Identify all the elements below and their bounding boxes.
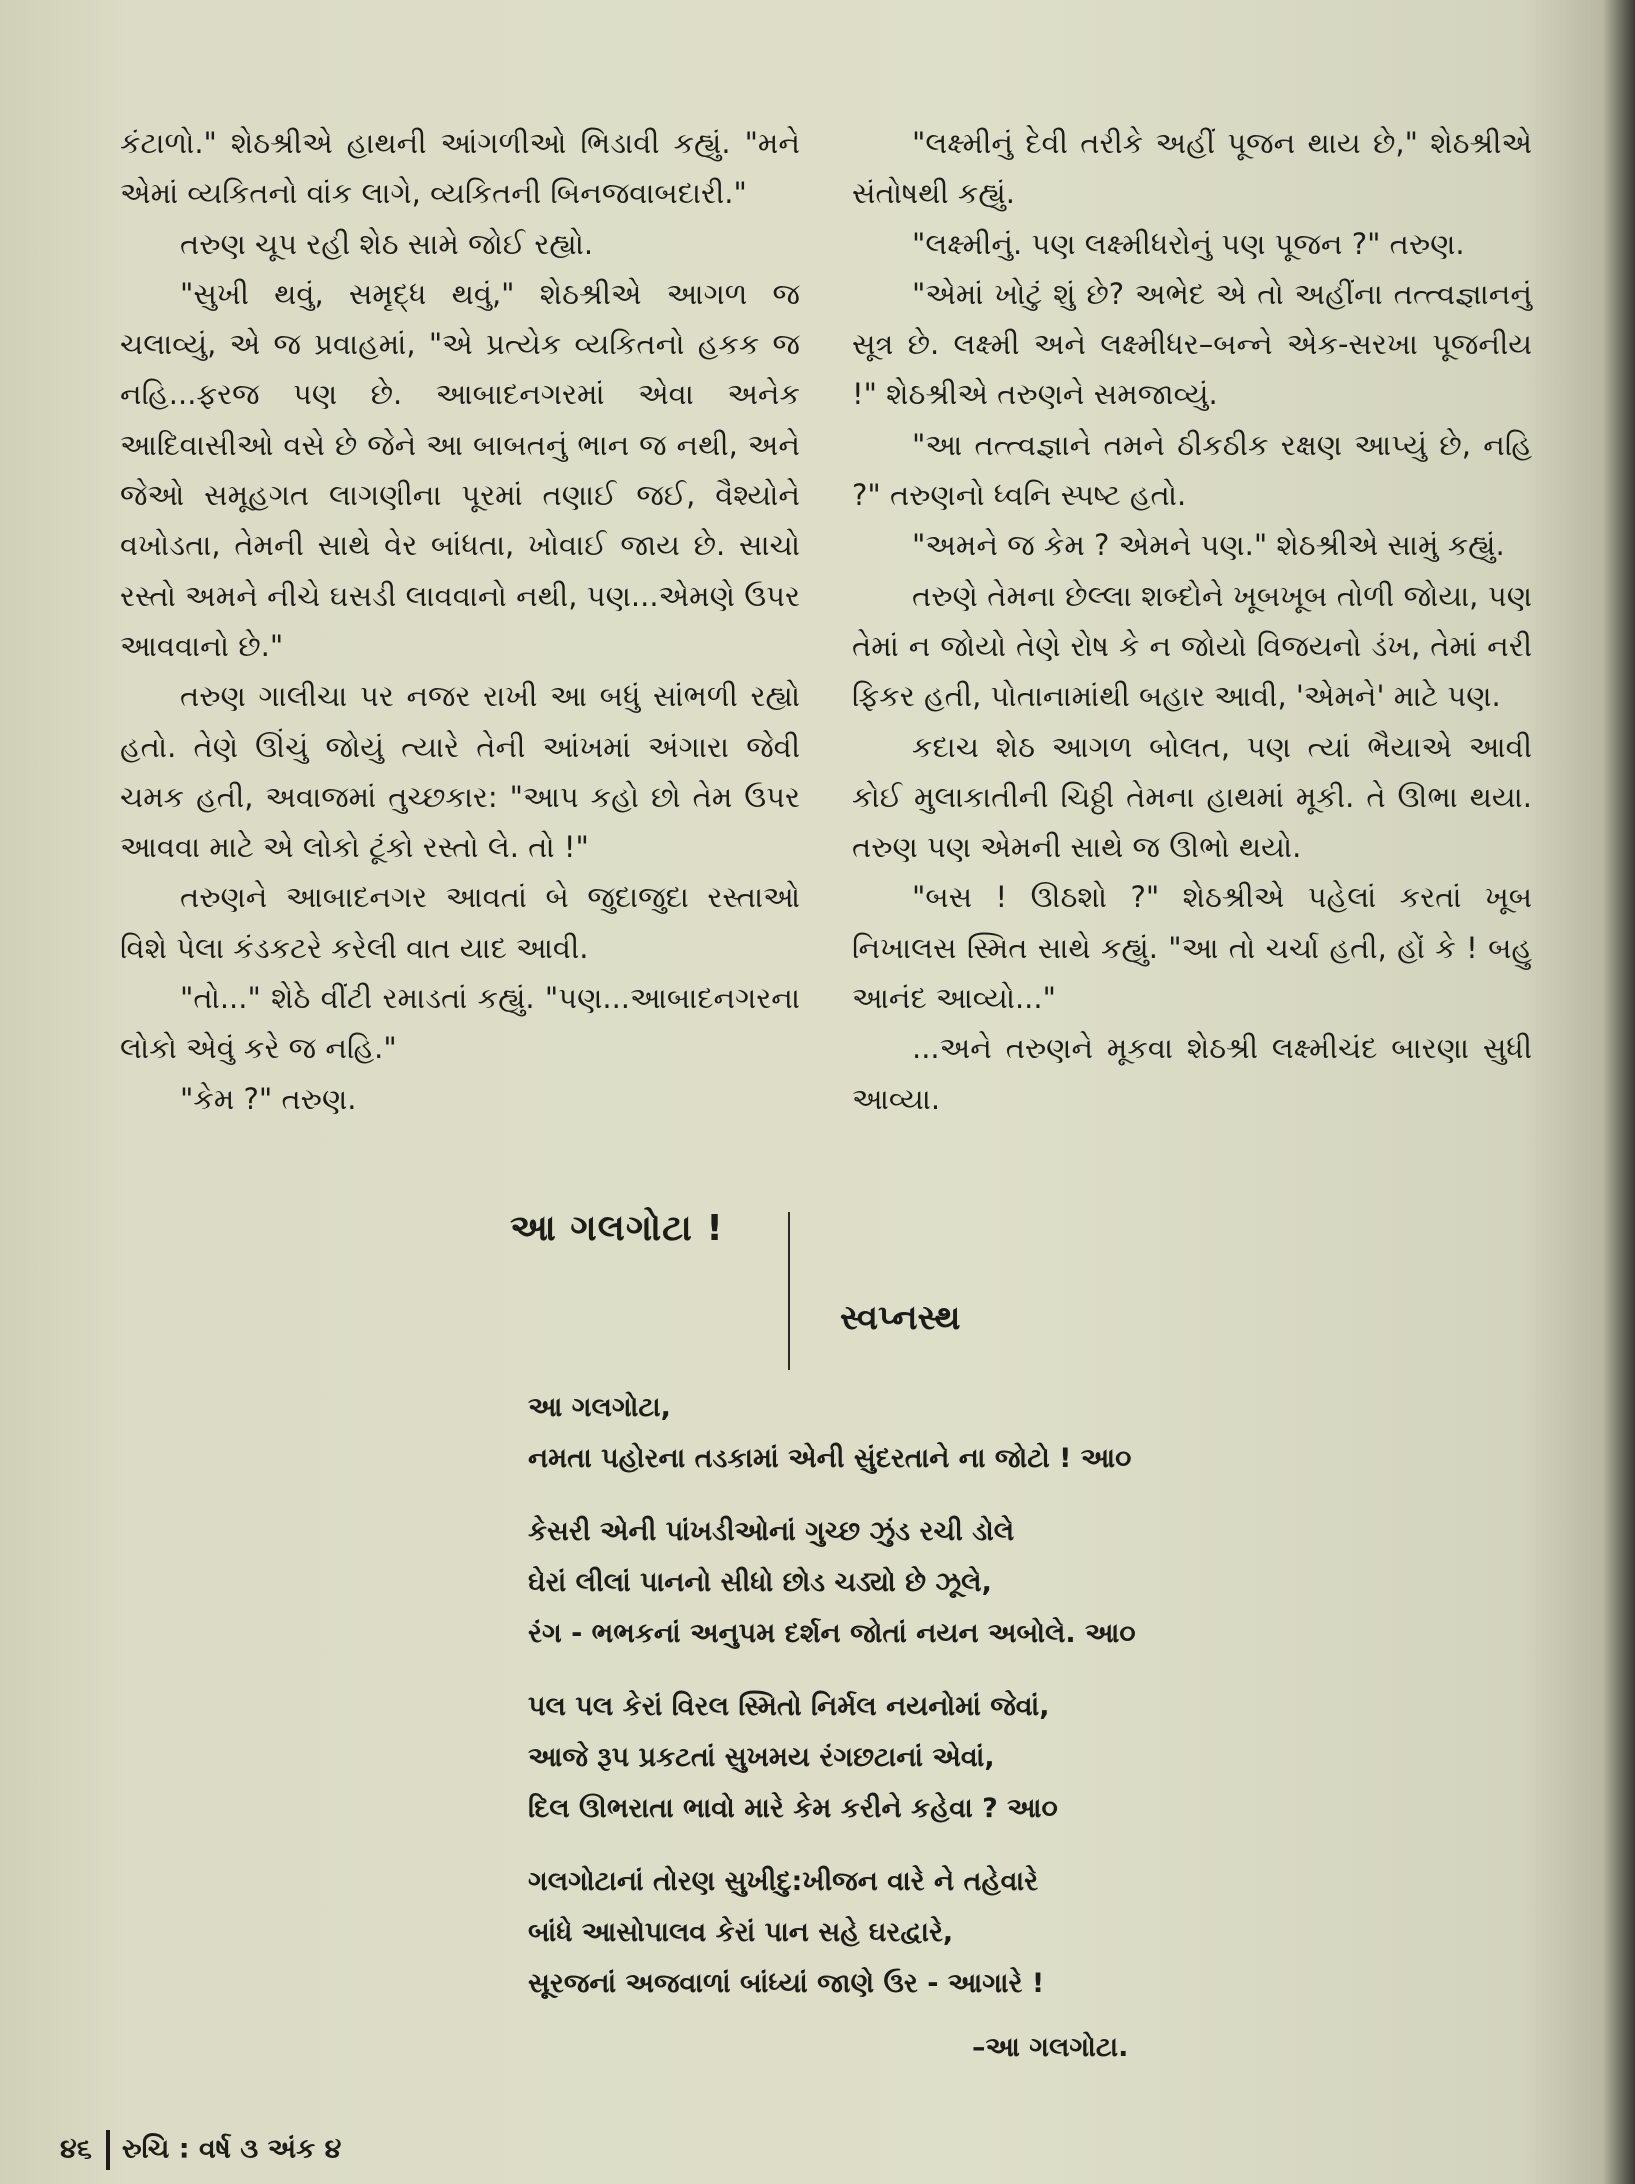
- right-column: [852, 118, 1532, 1124]
- paragraph: "સુખી થવું, સમૃદ્ધ થવું," શેઠશ્રીએ આગળ જ ચલાવ્યું, એ જ પ્રવાહમાં, "એ પ્રત્યેક વ્યકિતનો હકક જ નહિ...ફરજ પણ છે. આબાદનગરમાં એવા અનેક આદિવાસીઓ વસે છે જેને આ બાબતનું ભાન જ નથી, અને જેઓ સમૂહગત લાગણીના પૂરમાં તણાઈ જઈ, વૈશ્યોને વખોડતા, તેમની સાથે વેર બાંધતા, ખોવાઈ જાય છે. સાચો રસ્તો અમને નીચે ઘસડી લાવવાનો નથી, પણ...એમણે ઉપર આવવાનો છે.": [120, 276, 800, 663]
- poem-line: દિલ ઊભરાતા ભાવો મારે કેમ કરીને કહેવા ? આ૦: [528, 1793, 1058, 1824]
- paragraph: "કેમ ?" તરુણ.: [180, 1081, 357, 1116]
- poem-stanza: [528, 1681, 1168, 1834]
- poem-line: ગલગોટાનાં તોરણ સુખીદુ:ખીજન વારે ને તહેવારે: [528, 1866, 1039, 1897]
- poem-line: પલ પલ કેરાં વિરલ સ્મિતો નિર્મલ નયનોમાં જેવાં,: [528, 1691, 1050, 1722]
- publication-info: રુચિ : વર્ષ ૩ અંક ૪: [121, 2133, 342, 2165]
- paragraph: "લક્ષ્મીનું દેવી તરીકે અહીં પૂજન થાય છે," શેઠશ્રીએ સંતોષથી કહ્યું.: [852, 126, 1532, 211]
- paragraph: તરુણને આબાદનગર આવતાં બે જુદાજુદા રસ્તાઓ વિશે પેલા કંડકટરે કરેલી વાત યાદ આવી.: [120, 880, 800, 965]
- paragraph: તરુણ ગાલીચા પર નજર રાખી આ બધું સાંભળી રહ્યો હતો. તેણે ઊંચું જોયું ત્યારે તેની આંખમાં અંગારા જેવી ચમક હતી, અવાજમાં તુચ્છકાર: "આપ કહો છો તેમ ઉપર આવવા માટે એ લોકો ટૂંકો રસ્તો લે. તો !": [120, 679, 800, 865]
- poem-line: સૂરજનાં અજવાળાં બાંધ્યાં જાણે ઉર - આગારે !: [528, 1968, 1045, 1999]
- poem-signoff: –આ ગલગોટા.: [972, 2032, 1129, 2063]
- poem-stanza: [528, 1856, 1168, 2009]
- poem-stanza: [528, 1506, 1168, 1659]
- paragraph: ...અને તરુણને મૂકવા શેઠશ્રી લક્ષ્મીચંદ બારણા સુધી આવ્યા.: [852, 1031, 1532, 1116]
- paragraph: "આ તત્ત્વજ્ઞાને તમને ઠીકઠીક રક્ષણ આપ્યું છે, નહિ ?" તરુણનો ધ્વનિ સ્પષ્ટ હતો.: [852, 427, 1532, 513]
- left-column: [120, 118, 800, 1124]
- poem-line: બાંધે આસોપાલવ કેરાં પાન સહે ઘરદ્વારે,: [528, 1917, 954, 1948]
- paragraph: તરુણ ચૂપ રહી શેઠ સામે જોઈ રહ્યો.: [180, 226, 594, 261]
- paragraph: "તો..." શેઠે વીંટી રમાડતાં કહ્યું. "પણ...આબાદનગરના લોકો એવું કરે જ નહિ.": [120, 981, 800, 1066]
- paragraph: "એમાં ખોટું શું છે? અભેદ એ તો અહીંના તત્ત્વજ્ઞાનનું સૂત્ર છે. લક્ષ્મી અને લક્ષ્મીધર–બન્ને એક-સરખા પૂજનીય !" શેઠશ્રીએ તરુણને સમજાવ્યું.: [852, 276, 1532, 412]
- poem-line: આજે રૂપ પ્રકટતાં સુખમય રંગછટાનાં એવાં,: [528, 1742, 995, 1773]
- paragraph: "બસ ! ઊઠશો ?" શેઠશ્રીએ પહેલાં કરતાં ખૂબ નિખાલસ સ્મિત સાથે કહ્યું. "આ તો ચર્ચા હતી, હોં કે ! બહુ આનંદ આવ્યો...": [852, 880, 1532, 1016]
- poem-line: ઘેરાં લીલાં પાનનો સીધો છોડ ચડ્યો છે ઝૂલે,: [528, 1567, 992, 1598]
- poem-line: આ ગલગોટા,: [528, 1392, 671, 1423]
- title-divider: [788, 1212, 790, 1370]
- poem-line: નમતા પહોરના તડકામાં એની સુંદરતાને ના જોટો ! આ૦: [528, 1443, 1132, 1474]
- paragraph: "લક્ષ્મીનું. પણ લક્ષ્મીધરોનું પણ પૂજન ?" તરુણ.: [912, 226, 1465, 261]
- poem-line: કેસરી એની પાંખડીઓનાં ગુચ્છ ઝુંડ રચી ડોલે: [528, 1516, 1015, 1547]
- paragraph: તરુણે તેમના છેલ્લા શબ્દોને ખૂબખૂબ તોળી જોયા, પણ તેમાં ન જોયો તેણે રોષ કે ન જોયો વિજયનો ડંખ, તેમાં નરી ફિકર હતી, પોતાનામાંથી બહાર આવી, 'એમને' માટે પણ.: [852, 578, 1532, 714]
- footer-divider: [106, 2130, 110, 2170]
- poem-body: [528, 1382, 1168, 2031]
- paragraph: કદાચ શેઠ આગળ બોલત, પણ ત્યાં ભૈયાએ આવી કોઈ મુલાકાતીની ચિઠ્ઠી તેમના હાથમાં મૂકી. તે ઊભા થયા. તરુણ પણ એમની સાથે જ ઊભો થયો.: [852, 729, 1532, 865]
- poem-author: સ્વપ્નસ્થ: [840, 1298, 961, 1338]
- paragraph: "અમને જ કેમ ? એમને પણ." શેઠશ્રીએ સામું કહ્યું.: [912, 528, 1505, 563]
- poem-line: રંગ - ભભકનાં અનુપમ દર્શન જોતાં નયન અબોલે. આ૦: [528, 1618, 1136, 1649]
- page-number: ૪૬: [60, 2133, 92, 2165]
- poem-title: આ ગલગોટા !: [510, 1208, 724, 1249]
- paragraph: કંટાળો." શેઠશ્રીએ હાથની આંગળીઓ ભિડાવી કહ્યું. "મને એમાં વ્યકિતનો વાંક લાગે, વ્યકિતની બિનજવાબદારી.": [120, 126, 800, 211]
- poem-stanza: [528, 1382, 1168, 1484]
- page-footer: [60, 2130, 341, 2170]
